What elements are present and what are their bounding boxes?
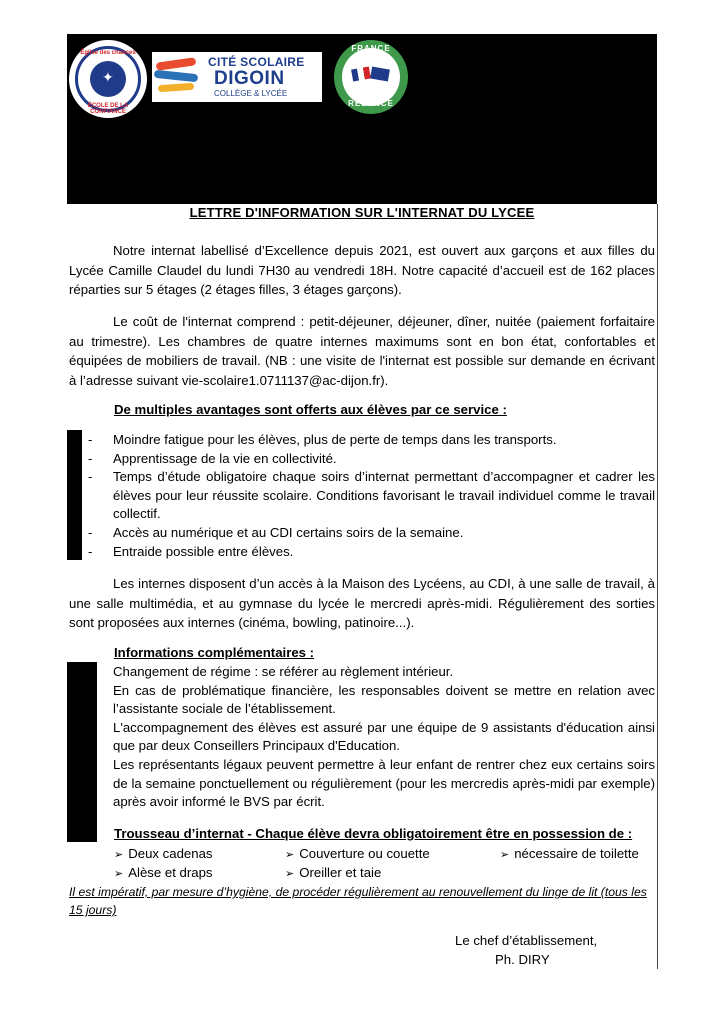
logo-swoosh-red xyxy=(156,57,197,70)
arrow-bullet-icon: ➢ xyxy=(285,867,295,880)
advantages-heading: De multiples avantages sont offerts aux élèves par ce service : xyxy=(114,402,507,417)
list-item xyxy=(88,431,655,450)
signature-role: Le chef d’établissement, xyxy=(455,933,598,948)
logo-ring-top-text: Église des chances xyxy=(80,50,136,56)
list-item-text: En cas de problématique financière, les responsables doivent se mettre en relation avec l’assistante sociale de l’établissement. xyxy=(113,682,655,717)
trousseau-item xyxy=(285,865,381,880)
cite-scolaire-logo xyxy=(152,52,322,102)
page-title: LETTRE D'INFORMATION SUR L'INTERNAT DU LYCEE xyxy=(189,205,535,220)
right-margin-rule xyxy=(657,204,658,969)
logo-top-text: FRANCE xyxy=(351,44,391,53)
logo-swoosh-yellow xyxy=(158,83,194,92)
list-item xyxy=(88,524,655,543)
logo-line2: DIGOIN xyxy=(214,68,285,89)
trousseau-heading: Trousseau d’internat - Chaque élève devra obligatoirement être en possession de : xyxy=(114,826,633,841)
hygiene-note: Il est impératif, par mesure d’hygiène, de procéder régulièrement au renouvellement du linge de lit (tous les 15 jours) xyxy=(69,885,647,917)
education-ring-logo xyxy=(69,40,147,118)
cost-text: Le coût de l'internat comprend : petit-déjeuner, déjeuner, dîner, nuitée (paiement forfaitaire au trimestre). Les chambres de quatre internes maximums sont en bon état, confortables et équipées de mobiliers de travail. (NB : une visite de l'internat est possible sur demande en écrivant à l’adresse suivant vie-scolaire1.0711137@ac-dijon.fr). xyxy=(69,314,655,388)
trousseau-item xyxy=(114,846,213,861)
list-item-text: Temps d’étude obligatoire chaque soirs d’internat permettant d’accompagner et cadrer les élèves pour leur réussite scolaire. Conditions favorisant le travail individuel comme le travail collectif. xyxy=(113,469,655,522)
trousseau-item-text: Oreiller et taie xyxy=(299,865,382,880)
intro-text: Notre internat labellisé d’Excellence depuis 2021, est ouvert aux garçons et aux filles du Lycée Camille Claudel du lundi 7H30 au vendredi 18H. Notre capacité d’accueil est de 162 places réparties sur 5 étages (2 étages filles, 3 étages garçons). xyxy=(69,243,655,297)
trousseau-item xyxy=(114,865,213,880)
logo-ring-bottom-text: ÉCOLE DE LA CONFIANCE xyxy=(87,103,129,115)
list-item xyxy=(88,543,655,562)
list-item xyxy=(88,682,655,719)
logo-bottom-text: RELANCE xyxy=(348,99,394,108)
info-list xyxy=(88,663,655,812)
logo-line1: CITÉ SCOLAIRE xyxy=(208,55,305,69)
list-item xyxy=(88,450,655,469)
dash-bullet: - xyxy=(88,450,93,466)
cost-paragraph xyxy=(69,312,655,390)
dash-bullet: - xyxy=(88,469,93,485)
dash-bullet: - xyxy=(88,543,93,559)
trousseau-item-text: Couverture ou couette xyxy=(299,846,430,861)
logo-line3: COLLÈGE & LYCÉE xyxy=(214,89,288,98)
dash-bullet: - xyxy=(88,682,93,698)
dash-bullet: - xyxy=(88,719,93,735)
dash-bullet: - xyxy=(88,664,93,679)
arrow-bullet-icon: ➢ xyxy=(500,848,510,861)
list-item xyxy=(88,756,655,812)
list-item-text: Apprentissage de la vie en collectivité. xyxy=(113,450,337,466)
list-item-text: L'accompagnement des élèves est assuré par une équipe de 9 assistants d'éducation ainsi que par deux Conseillers Principaux d'Education. xyxy=(113,719,655,754)
list-item xyxy=(88,663,655,682)
logo-swoosh-blue xyxy=(154,70,199,83)
access-paragraph xyxy=(69,574,655,633)
arrow-bullet-icon: ➢ xyxy=(114,867,124,880)
arrow-bullet-icon: ➢ xyxy=(285,848,295,861)
signature-name: Ph. DIRY xyxy=(495,952,550,967)
trousseau-item-text: Alèse et draps xyxy=(128,865,213,880)
dash-bullet: - xyxy=(88,524,93,540)
advantages-list xyxy=(88,431,655,561)
list-item-text: Changement de régime : se référer au règlement intérieur. xyxy=(113,664,454,679)
dash-bullet: - xyxy=(88,432,93,447)
redaction-bar xyxy=(67,430,82,560)
star-icon: ✦ xyxy=(102,70,114,86)
trousseau-item-text: Deux cadenas xyxy=(128,846,213,861)
dash-bullet: - xyxy=(88,756,93,772)
france-relance-logo xyxy=(334,40,408,114)
list-item-text: Entraide possible entre élèves. xyxy=(113,543,294,559)
list-item-text: Accès au numérique et au CDI certains soirs de la semaine. xyxy=(113,524,464,540)
list-item xyxy=(88,468,655,524)
list-item-text: Les représentants légaux peuvent permettre à leur enfant de rentrer chez eux certains soirs de la semaine ponctuellement ou régulièrement (pour les mercredis après-midi par exemple) après avoir informé le BVS par écrit. xyxy=(113,756,655,810)
intro-paragraph xyxy=(69,241,655,300)
list-item-text: Moindre fatigue pour les élèves, plus de perte de temps dans les transports. xyxy=(113,432,557,447)
access-text: Les internes disposent d’un accès à la Maison des Lycéens, au CDI, à une salle de travail, à une salle multimédia, et au gymnase du lycée le mercredi après-midi. Régulièrement des sorties sont proposées aux internes (cinéma, bowling, patinoire...). xyxy=(69,576,655,630)
arrow-bullet-icon: ➢ xyxy=(114,848,124,861)
trousseau-item xyxy=(285,846,430,861)
list-item xyxy=(88,719,655,756)
trousseau-item-text: nécessaire de toilette xyxy=(514,846,639,861)
info-heading: Informations complémentaires : xyxy=(114,645,315,660)
trousseau-item xyxy=(500,846,639,861)
